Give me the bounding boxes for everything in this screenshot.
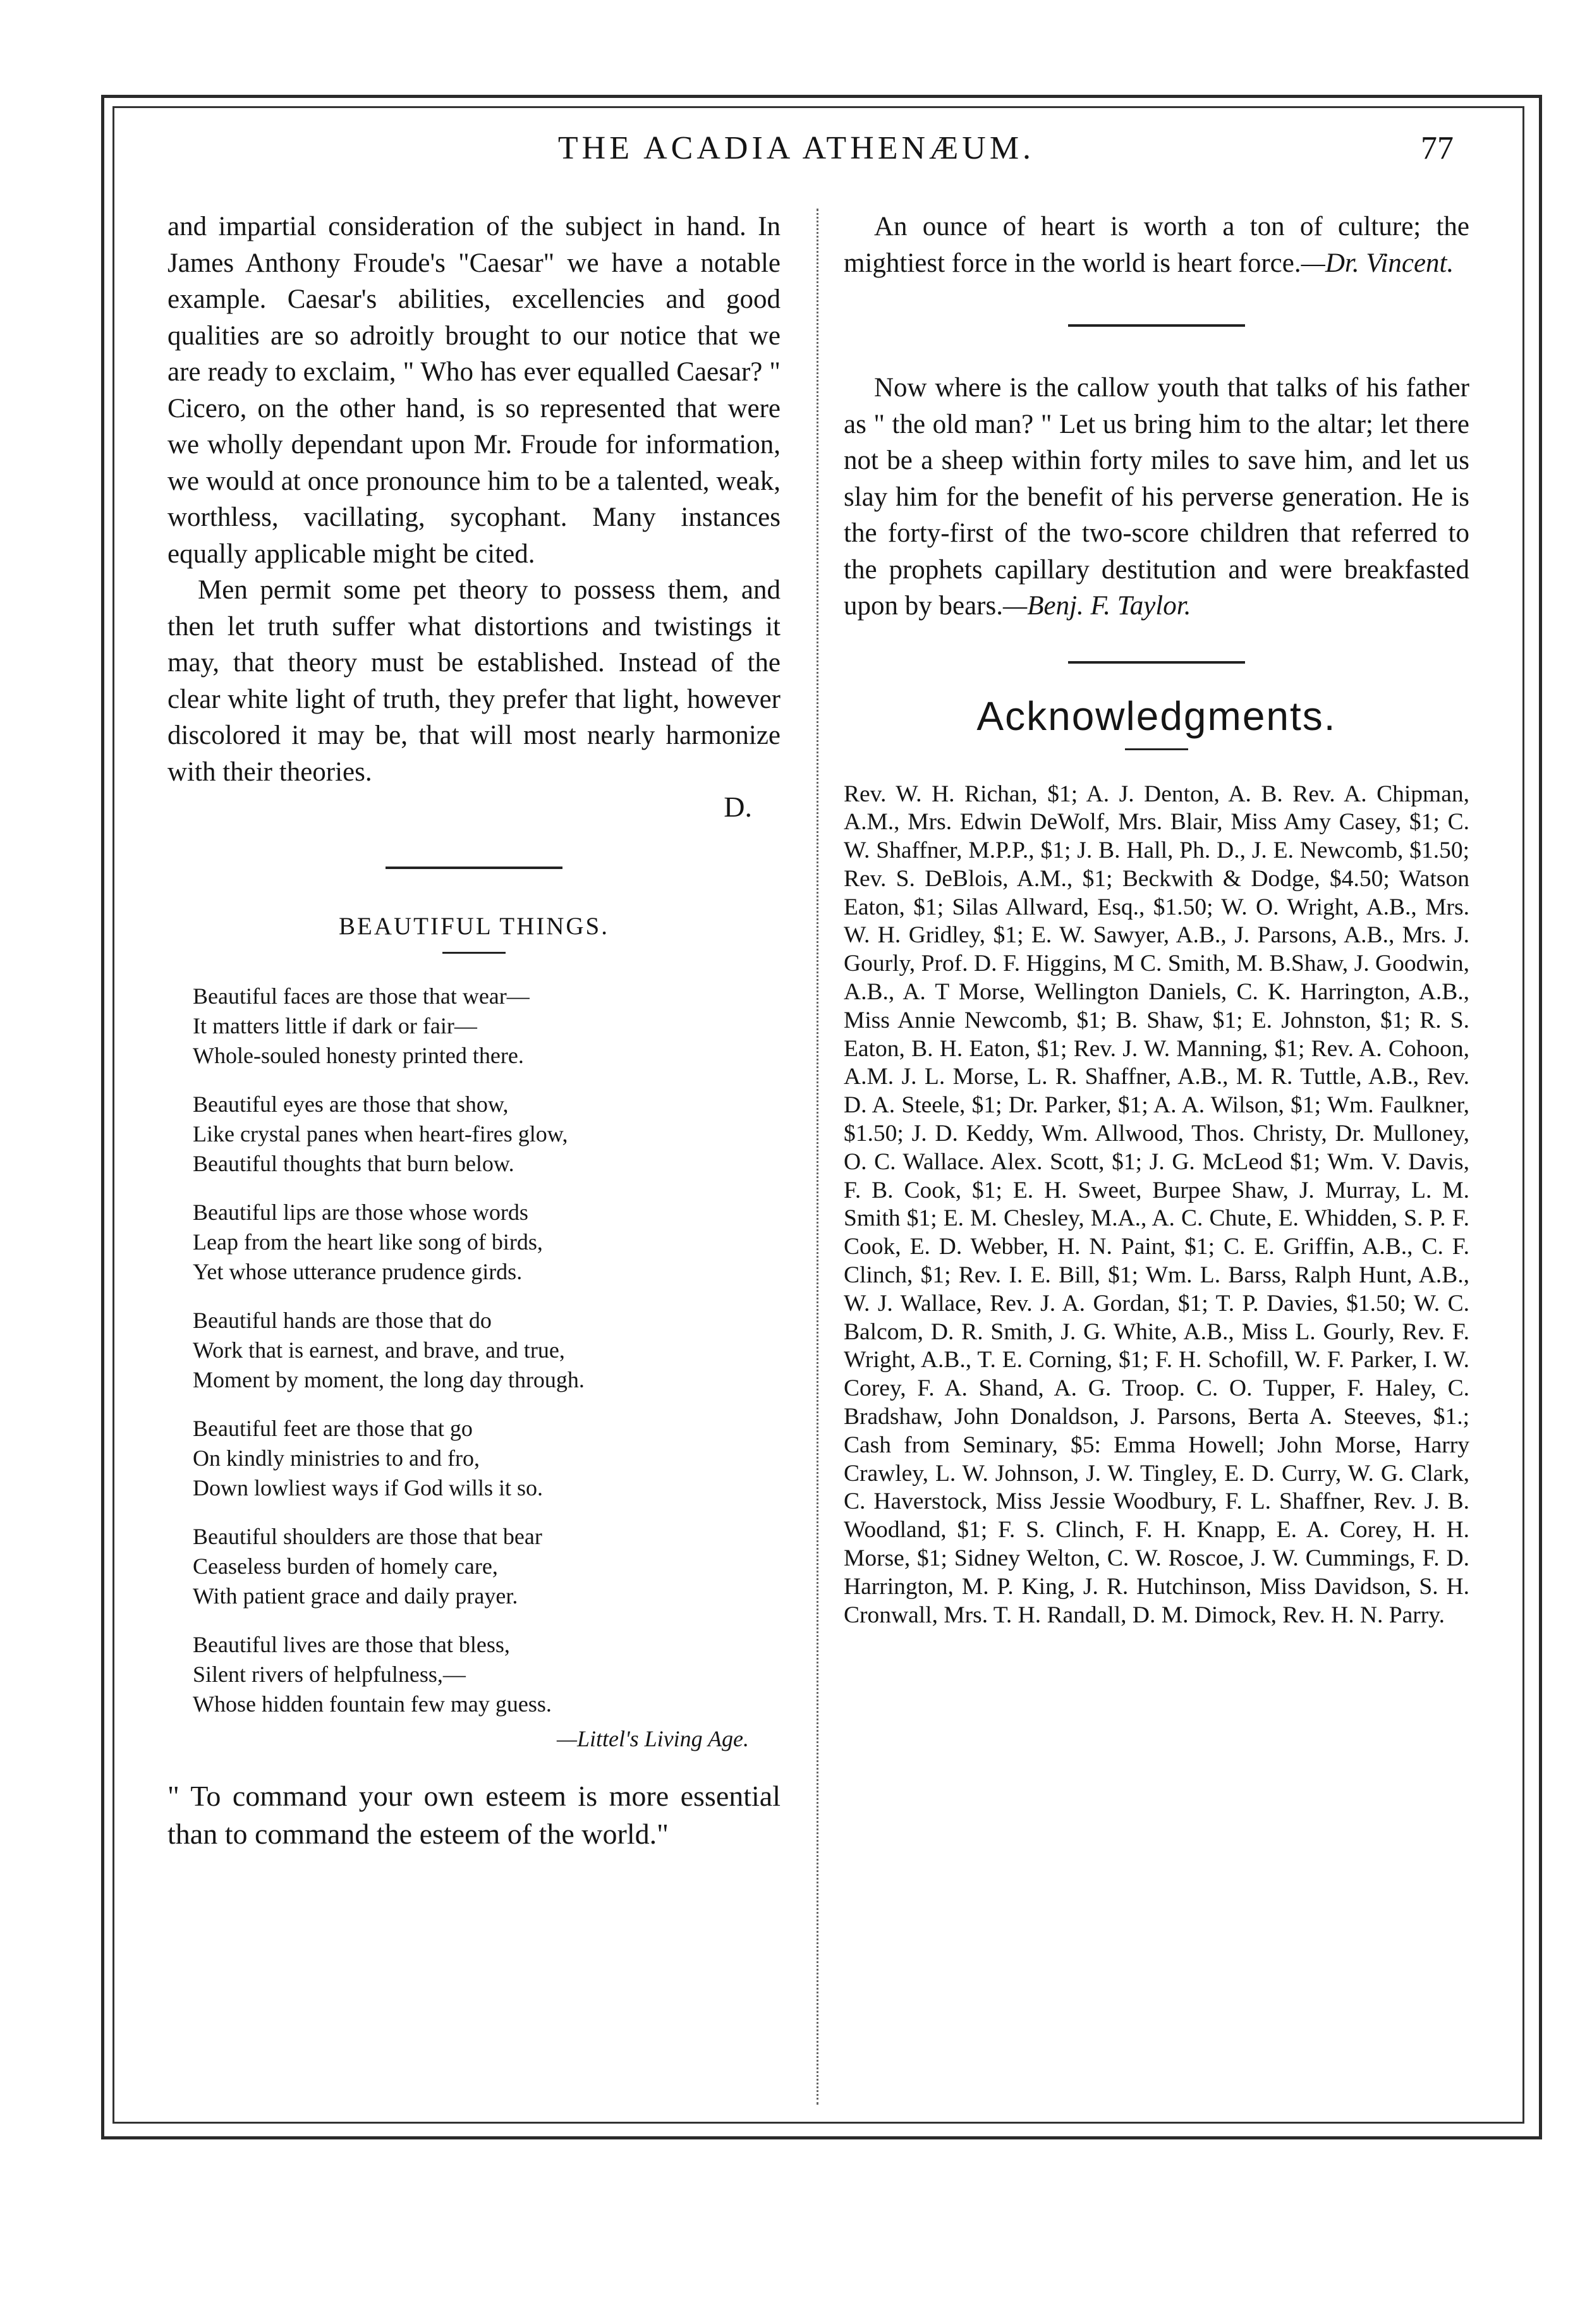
section-rule [1068, 324, 1245, 327]
running-header [126, 130, 1466, 180]
poem-line: Beautiful eyes are those that show, [193, 1092, 509, 1117]
poem-line: On kindly ministries to and fro, [193, 1445, 480, 1471]
poem-stanza [193, 1522, 781, 1611]
acknowledgments-list: Rev. W. H. Richan, $1; A. J. Denton, A. B. Rev. A. Chipman, A.M., Mrs. Edwin DeWolf, Mrs. Blair, Miss Amy Casey, $1; C. W. Shaffner, M.P.P., $1; J. B. Hall, Ph. D., J. E. Newcomb, $1.50; Rev. S. DeBlois, A.M., $1; Beckwith & Dodge, $4.50; Watson Eaton, $1; Silas Allward, Esq., $1.50; W. O. Wright, A.B., Mrs. W. H. Gridley, $1; E. W. Sawyer, A.B., J. Parsons, A.B., Mrs. J. Gourly, Prof. D. F. Higgins, M C. Smith, M. B.Shaw, J. Goodwin, A.B., A. T Morse, Wellington Daniels, C. K. Harrington, A.B., Miss Annie Newcomb, $1; B. Shaw, $1; E. Johnston, $1; R. S. Eaton, B. H. Eaton, $1; Rev. J. W. Manning, $1; Rev. A. Cohoon, A.M. J. L. Morse, L. R. Shaffner, A.B., M. R. Tuttle, A.B., Rev. D. A. Steele, $1; Dr. Parker, $1; A. A. Wilson, $1; Wm. Faulkner, $1.50; J. D. Keddy, Wm. Allwood, Thos. Christy, Dr. Mulloney, O. C. Wallace. Alex. Scott, $1; J. G. McLeod $1; Wm. V. Davis, F. B. Cook, $1; E. H. Sweet, Burpee Shaw, J. Murray, L. M. Smith $1; E. M. Chesley, M.A., A. C. Chute, E. Whidden, S. P. F. Cook, E. D. Webber, H. N. Paint, $1; C. E. Griffin, A.B., C. F. Clinch, $1; Rev. I. E. Bill, $1; Wm. L. Barss, Ralph Hunt, A.B., W. J. Wallace, Rev. J. A. Gordan, $1; T. P. Davies, $1.50; W. C. Balcom, D. R. Smith, J. G. White, A.B., Miss L. Gourly, Rev. F. Wright, A.B., T. E. Corning, $1; F. H. Schofill, W. F. Parker, I. W. Corey, F. A. Shand, A. G. Troop. C. O. Tupper, F. Haley, C. Bradshaw, John Donaldson, J. Parsons, Berta A. Steeves, $1.; Cash from Seminary, $5: Emma Howell; John Morse, Harry Crawley, L. W. Johnson, J. W. Tingley, E. D. Curry, W. G. Clark, C. Haverstock, Miss Jessie Woodbury, F. L. Shaffner, Rev. J. B. Woodland, $1; F. S. Clinch, F. H. Knapp, E. A. Corey, H. H. Morse, $1; Sidney Welton, C. W. Roscoe, J. W. Cummings, F. D. Harrington, M. P. King, J. R. Hutchinson, Miss Davidson, S. H. Cronwall, Mrs. T. H. Randall, D. M. Dimock, Rev. H. N. Parry. [844, 781, 1469, 1628]
title-rule [442, 952, 506, 954]
heart-quote-author: —Dr. Vincent. [1301, 248, 1454, 278]
poem-line: Beautiful lips are those whose words [193, 1200, 528, 1225]
poem-line: Beautiful lives are those that bless, [193, 1632, 510, 1657]
poem-line: Beautiful hands are those that do [193, 1308, 492, 1333]
poem-line: Like crystal panes when heart-fires glow, [193, 1121, 568, 1147]
poem-stanza [193, 1198, 781, 1287]
poem-stanza [193, 1306, 781, 1395]
poem-line: Ceaseless burden of homely care, [193, 1554, 498, 1579]
poem-line: It matters little if dark or fair— [193, 1013, 477, 1038]
poem-attribution: —Littel's Living Age. [556, 1726, 749, 1751]
poem-line: Moment by moment, the long day through. [193, 1367, 585, 1392]
poem-line: Down lowliest ways if God wills it so. [193, 1475, 543, 1500]
poem-line: Beautiful thoughts that burn below. [193, 1151, 514, 1176]
poem-line: Work that is earnest, and brave, and true, [193, 1337, 565, 1363]
poem-stanza [193, 1630, 781, 1719]
essay-paragraph: and impartial consideration of the subject in hand. In James Anthony Froude's "Caesar" we have a notable example. Caesar's abilities, excellencies and good qualities are so adroitly brought to our notice that we are ready to exclaim, " Who has ever equalled Caesar? " Cicero, on the other hand, is so represented that were we wholly dependant upon Mr. Froude for information, we would at once pronounce him to be a talented, weak, worthless, vacillating, sycophant. Many instances equally applicable might be cited. [167, 212, 781, 569]
section-rule [386, 867, 562, 869]
left-column [167, 209, 781, 1882]
column-divider [817, 209, 818, 2105]
essay-signature: D. [724, 791, 752, 823]
poem-body [193, 982, 781, 1719]
heart-quote-text: An ounce of heart is worth a ton of culture; the mightiest force in the world is heart force. [844, 212, 1469, 278]
closing-quote: " To command your own esteem is more essential than to command the esteem of the world." [167, 1780, 781, 1850]
essay-paragraph: Men permit some pet theory to possess them, and then let truth suffer what distortions and twistings it may, that theory must be established. Instead of the clear white light of truth, they prefer that light, however discolored it may be, that will most nearly harmonize with their theories. [167, 575, 781, 787]
poem-line: Leap from the heart like song of birds, [193, 1229, 543, 1255]
poem-stanza [193, 1414, 781, 1503]
poem-line: Beautiful shoulders are those that bear [193, 1524, 542, 1549]
poem-line: With patient grace and daily prayer. [193, 1583, 518, 1609]
poem-line: Whole-souled honesty printed there. [193, 1043, 524, 1068]
acknowledgments-heading: Acknowledgments. [976, 693, 1337, 739]
poem-stanza [193, 982, 781, 1071]
journal-title: THE ACADIA ATHENÆUM. [557, 130, 1035, 166]
page-number: 77 [1421, 130, 1454, 166]
right-column [844, 209, 1469, 1629]
poem-line: Whose hidden fountain few may guess. [193, 1691, 552, 1717]
heart-quote [844, 209, 1469, 281]
poem-line: Beautiful feet are those that go [193, 1416, 473, 1441]
poem-line: Beautiful faces are those that wear— [193, 983, 530, 1009]
callow-youth-paragraph [844, 370, 1469, 624]
poem-line: Silent rivers of helpfulness,— [193, 1662, 466, 1687]
section-rule [1068, 661, 1245, 664]
callow-youth-author: —Benj. F. Taylor. [1002, 591, 1191, 621]
callow-youth-text: Now where is the callow youth that talks of his father as " the old man? " Let us bring him to the altar; let there not be a sheep within forty miles to save him, and let us slay him for the benefit of his perverse generation. He is the forty-first of the two-score children that referred to the prophets capillary destitution and were breakfasted upon by bears. [844, 373, 1469, 621]
poem-stanza [193, 1090, 781, 1179]
title-rule [1125, 748, 1188, 750]
poem-line: Yet whose utterance prudence girds. [193, 1259, 523, 1284]
poem-title: BEAUTIFUL THINGS. [339, 913, 609, 940]
